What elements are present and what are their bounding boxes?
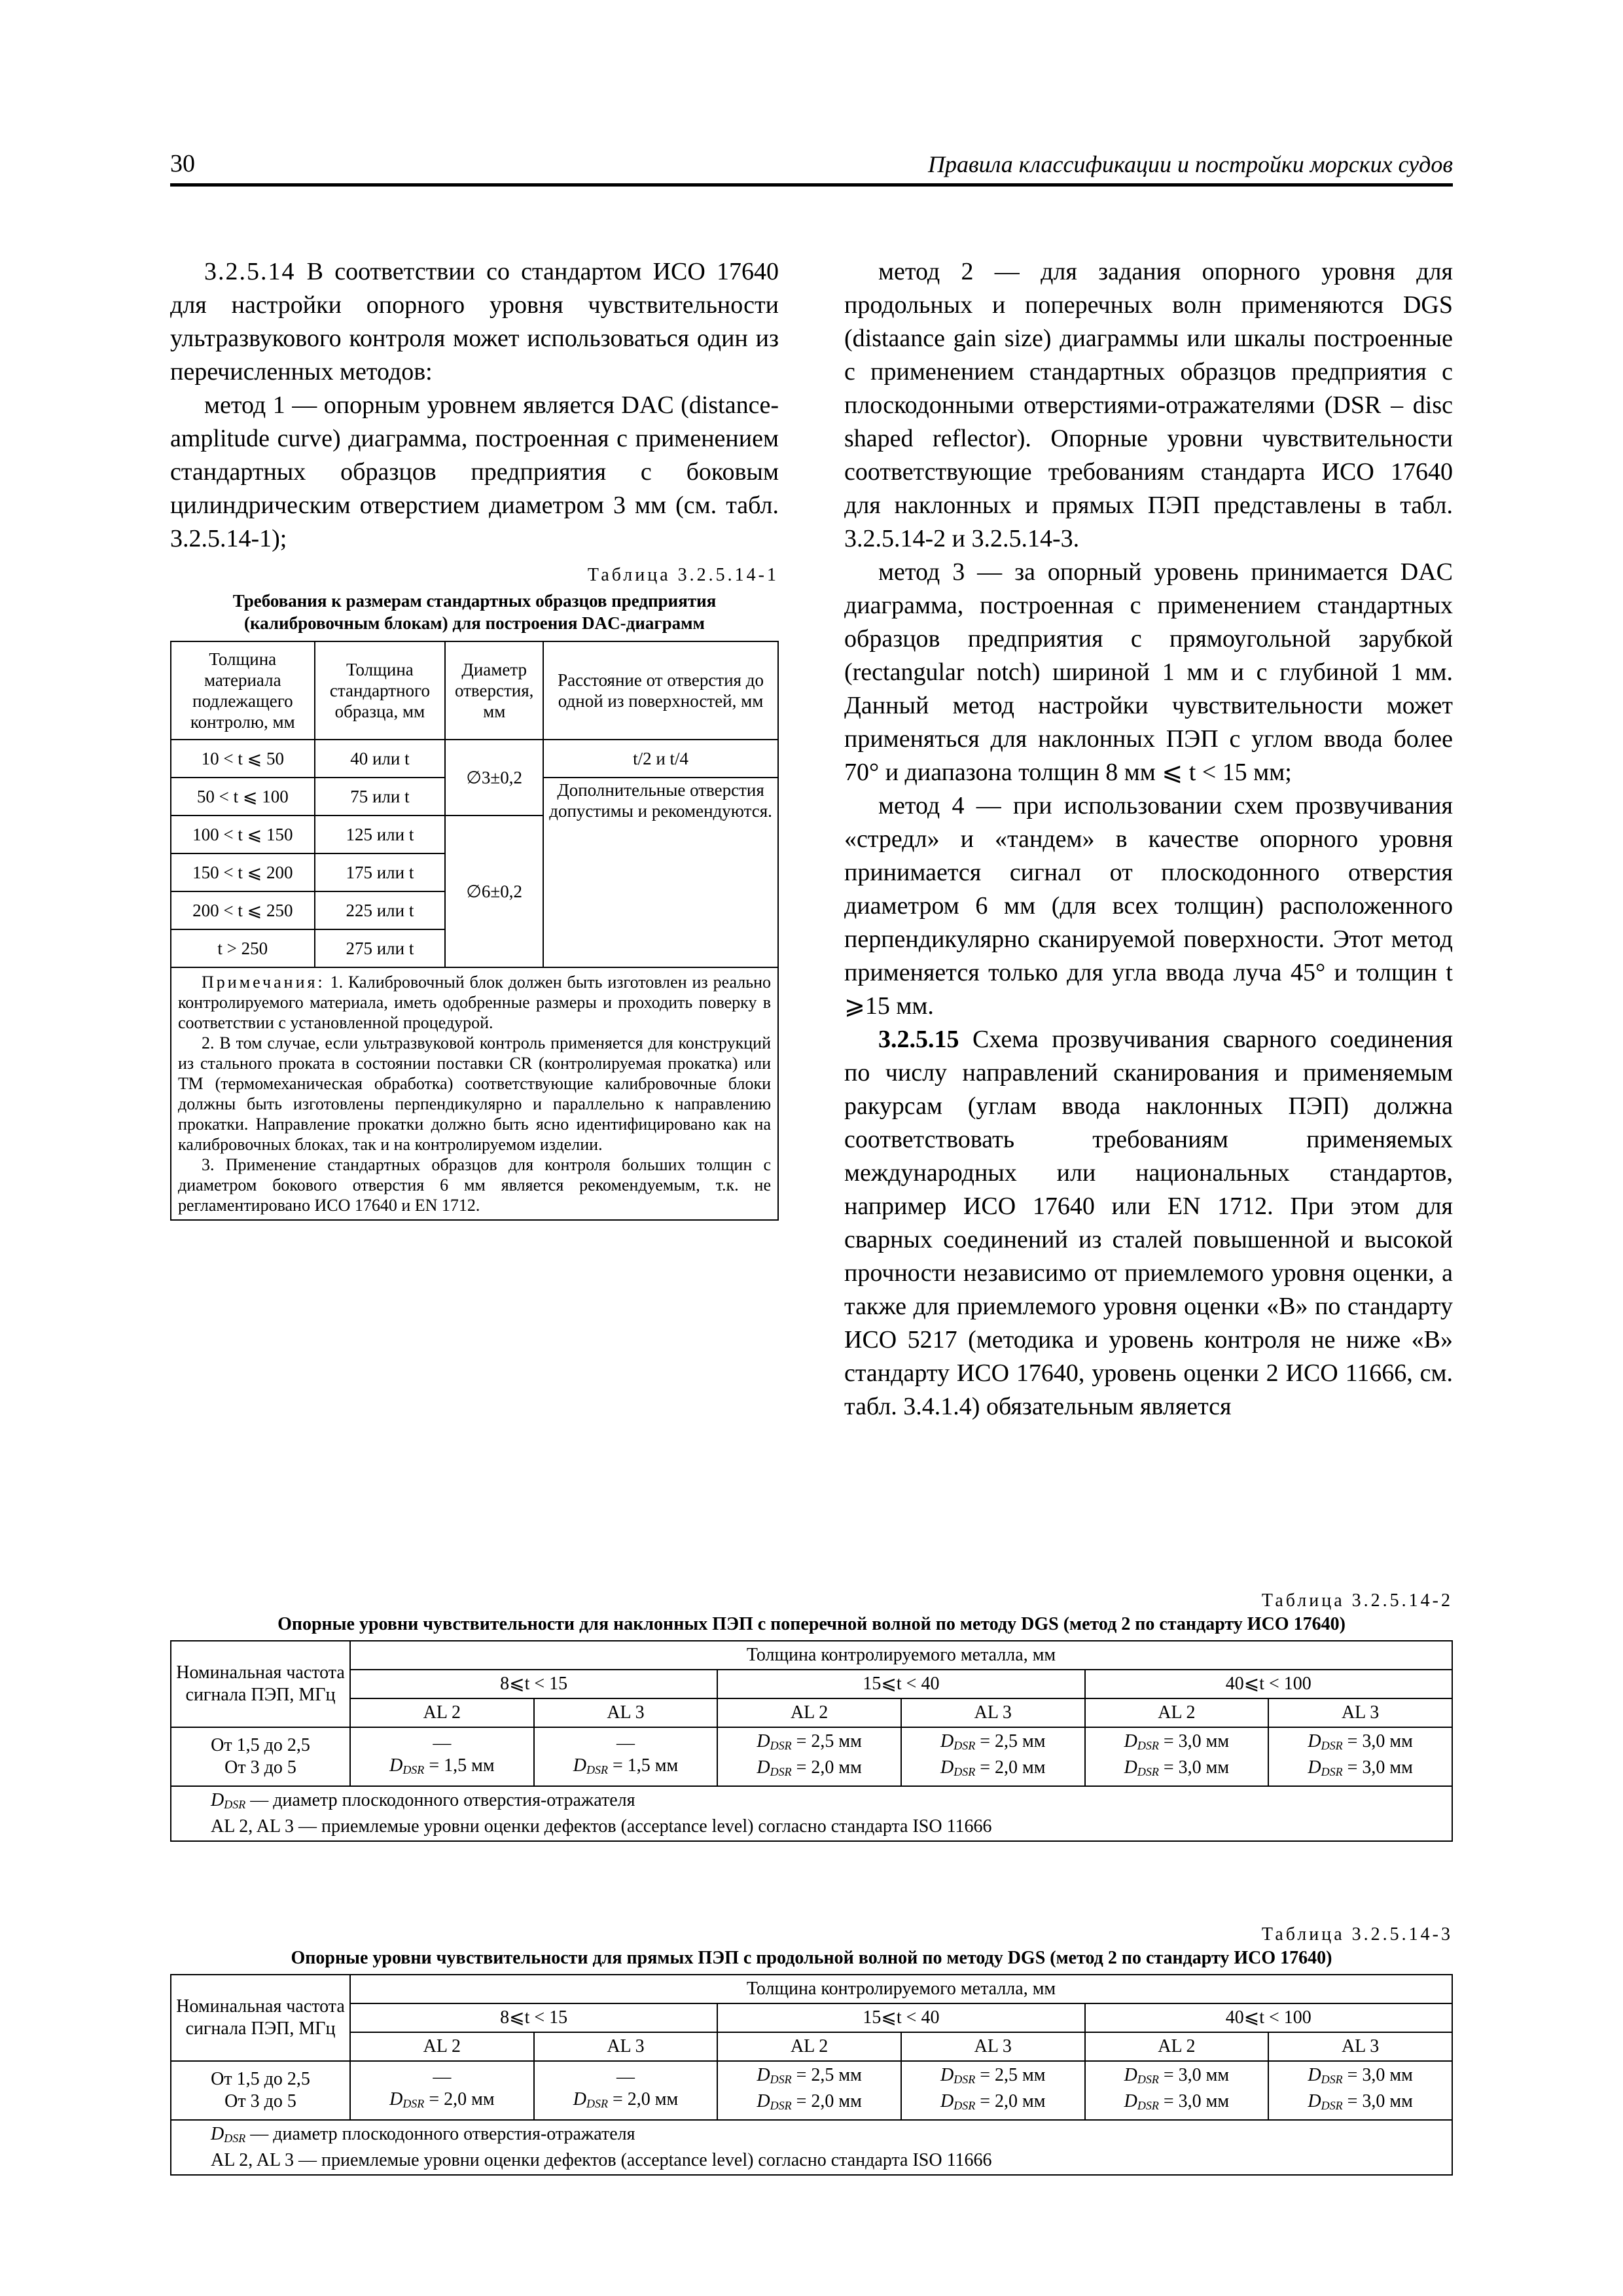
range-40-100: 40⩽t < 100	[1085, 1670, 1452, 1698]
table-2-block	[170, 1590, 1453, 1842]
table-row: 50 < t ⩽ 100 75 или t Дополнительные отверстия допустимы и рекомендуются.	[171, 778, 778, 816]
header-hole-diameter: Диаметр отверстия, мм	[445, 641, 543, 740]
table-1-title: Требования к размерам стандартных образцов предприятия (калибровочным блокам) для построения DAC-диаграмм	[232, 591, 717, 633]
table-1-label: Таблица 3.2.5.14-1	[587, 565, 779, 585]
paragraph-method-3: метод 3 — за опорный уровень принимается DAC диаграмма, построенная с применением стандартных образцов предприятия с прямоугольной зарубкой (rectangular notch) шириной 1 мм и с глубиной 1 мм. Данный метод настройки чувствительности может применяться для наклонных ПЭП с углом ввода более 70° и диапазона толщин 8 мм ⩽ t < 15 мм;	[844, 558, 1453, 786]
table-3-label: Таблица 3.2.5.14-3	[1261, 1924, 1453, 1945]
table-row: От 1,5 до 2,5 От 3 до 5 — $D_{DSR} = 2,0$ мм — $D_{DSR} = 2,0$ мм $D_{DSR} = 2,5$ мм $D_{DSR} = 2,0$ мм $D_{DSR} = 2,5$ мм $D_{DSR} = 2,0$ мм $D_{DSR} = 3,0$ мм $D_{DSR} = 3,0$ мм $D_{DSR} = 3,0$ мм $D_{DSR} = 3,0$ мм	[171, 2061, 1452, 2120]
table-legend-row	[171, 2120, 1452, 2175]
page-header	[170, 144, 1453, 187]
table-legend: $D_{DSR}$ — диаметр плоскодонного отверстия-отражателя AL 2, AL 3 — приемлемые уровни оценки дефектов (acceptance level) согласно стандарта ISO 11666	[171, 2120, 1452, 2175]
table-3-block	[170, 1924, 1453, 2176]
header-hole-distance: Расстояние от отверстия до одной из поверхностей, мм	[543, 641, 778, 740]
range-40-100: 40⩽t < 100	[1085, 2003, 1452, 2032]
header-thickness: Толщина контролируемого металла, мм	[350, 1641, 1452, 1670]
table-angled-probes: Номинальная частота сигнала ПЭП, МГц Толщина контролируемого металла, мм 8⩽t < 15 15⩽t < 40 40⩽t < 100 AL 2 AL 3 AL 2 AL 3 AL 2 AL 3 От 1,5 до 2,5 От 3 до 5 — $D_{DSR} = 1,5$ мм — $D_{DSR} = 1,5$ мм $D_{DSR} = 2,5$ мм $D_{DSR} = 2,0$ мм $D_{DSR} = 2,5$ мм $D_{DSR} = 2,0$ мм $D_{DSR} = 3,0$ мм $D_{DSR} = 3,0$ мм $D_{DSR} = 3,0$ мм $D_{DSR} = 3,0$ мм $D_{DSR}$ — диаметр плоскодонного отверстия-отражателя AL 2, AL 3 — приемлемые уровни оценки дефектов (acceptance level) согласно стандарта ISO 11666	[170, 1640, 1453, 1842]
table-row: 100 < t ⩽ 150 125 или t ∅6±0,2	[171, 816, 778, 853]
table-row: 150 < t ⩽ 200 175 или t	[171, 853, 778, 891]
table-2-title: Опорные уровни чувствительности для наклонных ПЭП с поперечной волной по методу DGS (метод 2 по стандарту ИСО 17640)	[277, 1614, 1346, 1634]
table-row: t > 250 275 или t	[171, 929, 778, 967]
range-8-15: 8⩽t < 15	[350, 1670, 717, 1698]
table-2-label: Таблица 3.2.5.14-2	[1261, 1590, 1453, 1611]
header-frequency: Номинальная частота сигнала ПЭП, МГц	[171, 1975, 350, 2061]
page-number: 30	[170, 150, 195, 177]
table-straight-probes: Номинальная частота сигнала ПЭП, МГц Толщина контролируемого металла, мм 8⩽t < 15 15⩽t < 40 40⩽t < 100 AL 2 AL 3 AL 2 AL 3 AL 2 AL 3 От 1,5 до 2,5 От 3 до 5 — $D_{DSR} = 2,0$ мм — $D_{DSR} = 2,0$ мм $D_{DSR} = 2,5$ мм $D_{DSR} = 2,0$ мм $D_{DSR} = 2,5$ мм $D_{DSR} = 2,0$ мм $D_{DSR} = 3,0$ мм $D_{DSR} = 3,0$ мм $D_{DSR} = 3,0$ мм $D_{DSR} = 3,0$ мм $D_{DSR}$ — диаметр плоскодонного отверстия-отражателя AL 2, AL 3 — приемлемые уровни оценки дефектов (acceptance level) согласно стандарта ISO 11666	[170, 1974, 1453, 2176]
right-column	[844, 255, 1453, 1424]
paragraph-3-2-5-15: 3.2.5.15 Схема прозвучивания сварного соединения по числу направлений сканирования и применяемым ракурсам (углам ввода наклонных ПЭП) должна соответствовать требованиям применяемых международных или национальных стандартов, например ИСО 17640 или EN 1712. При этом для сварных соединений из сталей повышенной и высокой прочности независимо от приемлемого уровня оценки, а также для приемлемого уровня оценки «B» по стандарту ИСО 5217 (методика и уровень контроля не ниже «B» стандарту ИСО 17640, уровень оценки 2 ИСО 11666, см. табл. 3.4.1.4) обязательным является	[844, 1026, 1453, 1420]
paragraph-method-4: метод 4 — при использовании схем прозвучивания «стредл» и «тандем» в качестве опорного уровня принимается сигнал от плоскодонного отверстия диаметром 6 мм (для всех толщин) расположенного перпендикулярно сканируемой поверхности. Этот метод применяется только для угла ввода луча 45° и толщин t ⩾15 мм.	[844, 792, 1453, 1020]
range-15-40: 15⩽t < 40	[717, 1670, 1084, 1698]
paragraph-method-1: метод 1 — опорным уровнем является DAC (distance-amplitude curve) диаграмма, построенная с применением стандартных образцов предприятия с боковым цилиндрическим отверстием диаметром 3 мм (см. табл. 3.2.5.14-1);	[170, 391, 779, 552]
header-thickness: Толщина контролируемого металла, мм	[350, 1975, 1452, 2003]
table-row: От 1,5 до 2,5 От 3 до 5 — $D_{DSR} = 1,5$ мм — $D_{DSR} = 1,5$ мм $D_{DSR} = 2,5$ мм $D_{DSR} = 2,0$ мм $D_{DSR} = 2,5$ мм $D_{DSR} = 2,0$ мм $D_{DSR} = 3,0$ мм $D_{DSR} = 3,0$ мм $D_{DSR} = 3,0$ мм $D_{DSR} = 3,0$ мм	[171, 1727, 1452, 1786]
header-material-thickness: Толщина материала подлежащего контролю, мм	[171, 641, 315, 740]
table-legend-row	[171, 1786, 1452, 1841]
paragraph-3-2-5-14: 3.2.5.14 В соответствии со стандартом ИСО 17640 для настройки опорного уровня чувствительности ультразвукового контроля может использоваться один из перечисленных методов:	[170, 258, 779, 386]
two-column-body	[170, 255, 1453, 1577]
table-notes-row	[171, 967, 778, 1220]
table-legend: $D_{DSR}$ — диаметр плоскодонного отверстия-отражателя AL 2, AL 3 — приемлемые уровни оценки дефектов (acceptance level) согласно стандарта ISO 11666	[171, 1786, 1452, 1841]
range-15-40: 15⩽t < 40	[717, 2003, 1084, 2032]
clause-number: 3.2.5.14	[204, 258, 296, 285]
document-page	[170, 144, 1453, 2170]
additional-holes-note: Дополнительные отверстия допустимы и рекомендуются.	[543, 778, 778, 967]
hole-diameter-3: ∅3±0,2	[445, 740, 543, 816]
header-sample-thickness: Толщина стандартного образца, мм	[315, 641, 446, 740]
table-3-title: Опорные уровни чувствительности для прямых ПЭП с продольной волной по методу DGS (метод 2 по стандарту ИСО 17640)	[291, 1948, 1332, 1968]
range-8-15: 8⩽t < 15	[350, 2003, 717, 2032]
left-column	[170, 255, 779, 1221]
header-frequency: Номинальная частота сигнала ПЭП, МГц	[171, 1641, 350, 1727]
running-title: Правила классификации и постройки морских судов	[928, 151, 1453, 177]
table-row: 200 < t ⩽ 250 225 или t	[171, 891, 778, 929]
table-calibration-blocks	[170, 641, 779, 1221]
hole-diameter-6: ∅6±0,2	[445, 816, 543, 967]
table-notes: Примечания: 1. Калибровочный блок должен быть изготовлен из реально контролируемого материала, иметь одобренные размеры и проходить поверку в соответствии с установленной процедурой. 2. В том случае, если ультразвуковой контроль применяется для конструкций из стального проката в состоянии поставки CR (контролируемая прокатка) или ТМ (термомеханическая обработка) соответствующие калибровочные блоки должны быть изготовлены перпендикулярно и параллельно к направлению прокатки. Направление прокатки должно быть ясно идентифицировано как на калибровочных блоках, так и на контролируемом изделии. 3. Применение стандартных образцов для контроля больших толщин с диаметром бокового отверстия 6 мм является рекомендуемым, т.к. не регламентировано ИСО 17640 и EN 1712.	[171, 967, 778, 1220]
table-row: 10 < t ⩽ 50 40 или t ∅3±0,2 t/2 и t/4	[171, 740, 778, 778]
clause-number: 3.2.5.15	[878, 1026, 959, 1053]
paragraph-method-2: метод 2 — для задания опорного уровня для продольных и поперечных волн применяются DGS (distaance gain size) диаграммы или шкалы построенные с применением стандартных образцов предприятия с плоскодонными отверстиями-отражателями (DSR – disc shaped reflector). Опорные уровни чувствительности соответствующие требованиям стандарта ИСО 17640 для наклонных и прямых ПЭП представлены в табл. 3.2.5.14-2 и 3.2.5.14-3.	[844, 258, 1453, 552]
table-header-row	[171, 641, 778, 740]
hole-distance: t/2 и t/4	[543, 740, 778, 778]
